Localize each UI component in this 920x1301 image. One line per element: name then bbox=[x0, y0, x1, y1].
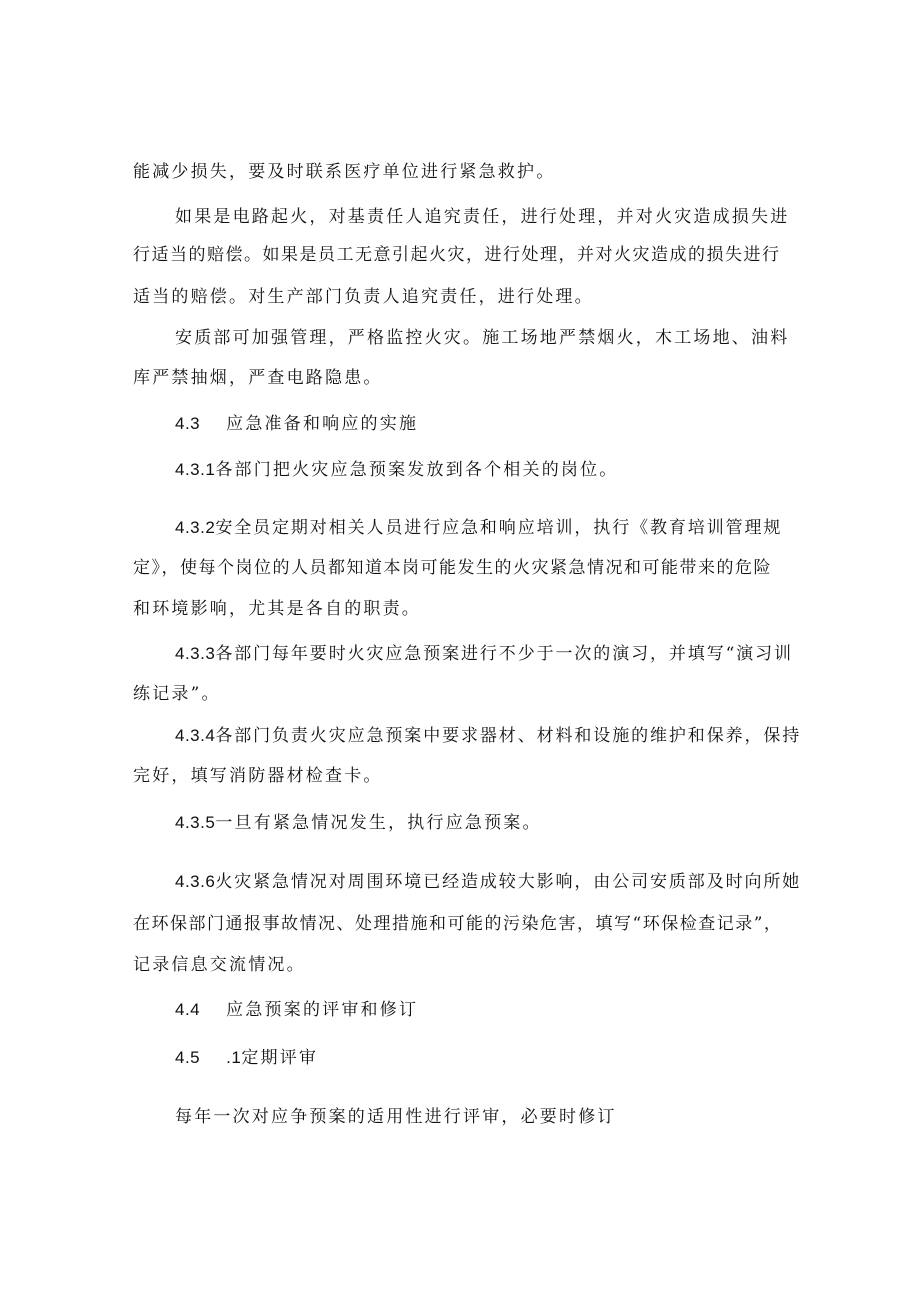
clause-number: 4.3.6 bbox=[175, 872, 216, 891]
clause-text: 一旦有紧急情况发生，执行应急预案。 bbox=[215, 813, 542, 833]
paragraph-line: 记录信息交流情况。 bbox=[133, 955, 306, 975]
section-heading-4-4 bbox=[175, 998, 418, 1022]
clause-4-3-4 bbox=[175, 724, 801, 748]
clause-4-3-3 bbox=[175, 642, 793, 666]
clause-number: 4.3.1 bbox=[175, 460, 216, 479]
paragraph-line: 行适当的赔偿。如果是员工无意引起火灾，进行处理，并对火灾造成的损失进行 bbox=[133, 245, 781, 265]
clause-4-3-6 bbox=[175, 870, 801, 894]
paragraph-line: 如果是电路起火，对基责任人追究责任，进行处理，并对火灾造成损失进 bbox=[175, 207, 790, 227]
section-heading-4-3 bbox=[175, 412, 418, 436]
paragraph-line: 练记录”。 bbox=[133, 684, 221, 704]
section-number: 4.4 bbox=[175, 1000, 201, 1019]
clause-4-3-5 bbox=[175, 811, 542, 835]
clause-text: 安全员定期对相关人员进行应急和响应培训，执行《教育培训管理规 bbox=[215, 518, 783, 538]
paragraph-line: 完好，填写消防器材检查卡。 bbox=[133, 766, 383, 786]
clause-number: 4.3.3 bbox=[175, 644, 216, 663]
section-number: 4.3 bbox=[175, 414, 201, 433]
section-title: 定期评审 bbox=[241, 1048, 319, 1068]
clause-text: 各部门把火灾应急预案发放到各个相关的岗位。 bbox=[215, 460, 619, 480]
paragraph-line: 库严禁抽烟，严查电路隐患。 bbox=[133, 368, 383, 388]
clause-number: 4.3.2 bbox=[175, 518, 216, 537]
subsection-number: .1 bbox=[226, 1048, 242, 1067]
clause-text: 各部门每年要时火灾应急预案进行不少于一次的演习，并填写“演习训 bbox=[215, 644, 793, 664]
paragraph-line: 每年一次对应争预案的适用性进行评审，必要时修订 bbox=[175, 1107, 617, 1127]
paragraph-line: 在环保部门通报事故情况、处理措施和可能的污染危害，填写“环保检查记录”， bbox=[133, 914, 783, 934]
paragraph-line: 适当的赔偿。对生产部门负责人追究责任，进行处理。 bbox=[133, 287, 594, 307]
paragraph-line: 安质部可加强管理，严格监控火灾。施工场地严禁烟火，木工场地、油料 bbox=[175, 328, 790, 348]
clause-number: 4.3.4 bbox=[175, 726, 216, 745]
section-number: 4.5 bbox=[175, 1048, 201, 1067]
clause-4-3-2 bbox=[175, 516, 782, 540]
clause-text: 各部门负责火灾应急预案中要求器材、材料和设施的维护和保养，保持 bbox=[215, 726, 802, 746]
section-title: 应急准备和响应的实施 bbox=[226, 414, 419, 434]
clause-text: 火灾紧急情况对周围环境已经造成较大影响，由公司安质部及时向所她 bbox=[215, 872, 802, 892]
clause-4-3-1 bbox=[175, 458, 619, 482]
paragraph-line: 和环境影响，尤其是各自的职责。 bbox=[133, 599, 421, 619]
clause-number: 4.3.5 bbox=[175, 813, 216, 832]
section-title: 应急预案的评审和修订 bbox=[226, 1000, 419, 1020]
paragraph-line: 能减少损失，要及时联系医疗单位进行紧急救护。 bbox=[133, 162, 556, 182]
section-heading-4-5 bbox=[175, 1046, 318, 1070]
paragraph-line: 定》，使每个岗位的人员都知道本岗可能发生的火灾紧急情况和可能带来的危险 bbox=[133, 558, 772, 578]
